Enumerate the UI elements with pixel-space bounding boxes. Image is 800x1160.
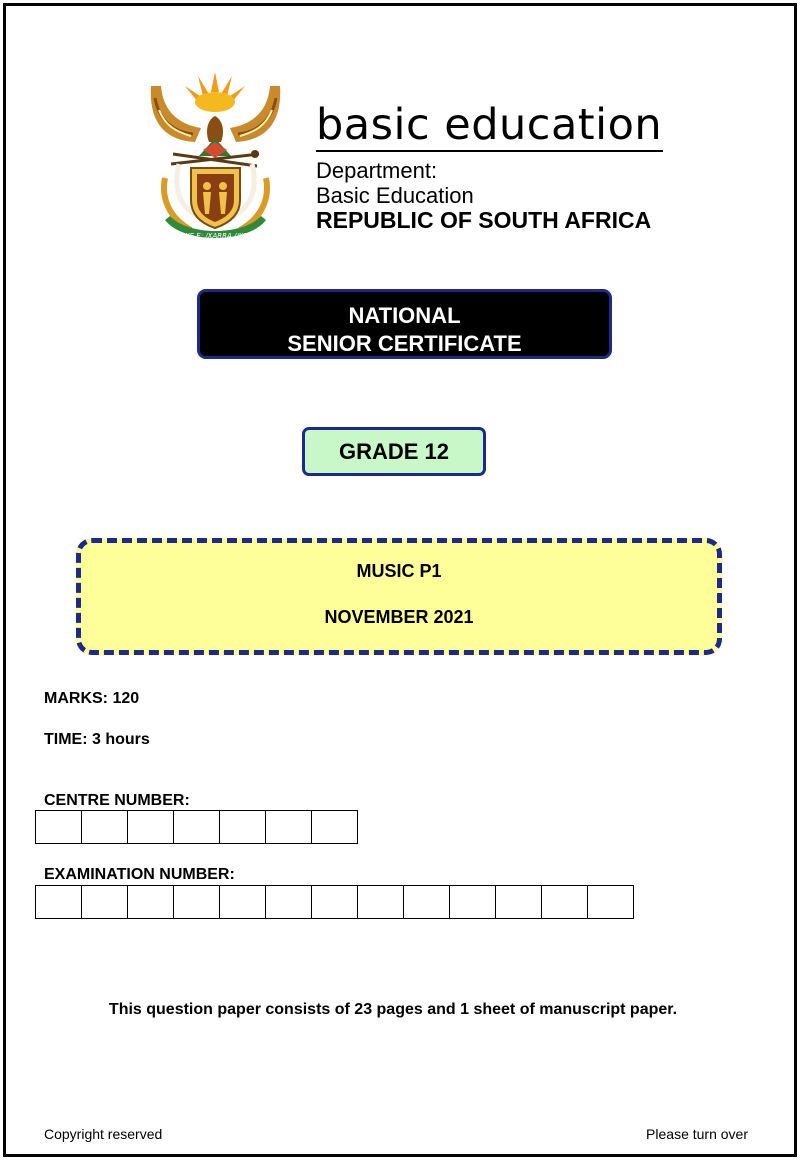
centre-number-cell[interactable]	[127, 810, 174, 844]
examination-number-label: EXAMINATION NUMBER:	[44, 866, 235, 883]
turn-over-footer: Please turn over	[646, 1126, 748, 1142]
page-count-notice: This question paper consists of 23 pages and 1 sheet of manuscript paper.	[108, 1001, 678, 1018]
examination-number-cell[interactable]	[449, 885, 496, 919]
examination-number-boxes	[35, 885, 633, 919]
examination-number-cell[interactable]	[311, 885, 358, 919]
paper-date: NOVEMBER 2021	[324, 607, 474, 627]
paper-subject: MUSIC P1	[356, 561, 442, 581]
examination-number-cell[interactable]	[81, 885, 128, 919]
certificate-line-1: NATIONAL	[348, 303, 461, 328]
paper-title-box	[76, 538, 722, 655]
centre-number-cell[interactable]	[35, 810, 82, 844]
certificate-banner	[197, 289, 612, 359]
examination-number-cell[interactable]	[219, 885, 266, 919]
certificate-line-2: SENIOR CERTIFICATE	[287, 331, 522, 356]
examination-number-cell[interactable]	[403, 885, 450, 919]
coat-of-arms-logo	[143, 68, 288, 248]
examination-number-cell[interactable]	[127, 885, 174, 919]
marks-label: MARKS: 120	[44, 690, 140, 707]
centre-number-cell[interactable]	[265, 810, 312, 844]
rising-sun-icon	[185, 72, 245, 112]
examination-number-cell[interactable]	[541, 885, 588, 919]
brand-divider	[316, 150, 663, 152]
motto-banner-text: !KE E: /XARRA //KE	[182, 232, 248, 240]
examination-number-cell[interactable]	[35, 885, 82, 919]
copyright-footer: Copyright reserved	[44, 1126, 163, 1142]
centre-number-cell[interactable]	[219, 810, 266, 844]
centre-number-label: CENTRE NUMBER:	[44, 792, 190, 809]
centre-number-cell[interactable]	[311, 810, 358, 844]
examination-number-cell[interactable]	[587, 885, 634, 919]
time-label: TIME: 3 hours	[44, 731, 150, 748]
department-name: Basic Education	[316, 183, 474, 208]
department-label: Department:	[316, 158, 438, 183]
brand-title: basic education	[316, 100, 663, 150]
centre-number-cell[interactable]	[81, 810, 128, 844]
grade-badge: GRADE 12	[302, 427, 486, 476]
examination-number-cell[interactable]	[495, 885, 542, 919]
centre-number-boxes	[35, 810, 357, 844]
examination-number-cell[interactable]	[173, 885, 220, 919]
protea-flower-icon	[199, 138, 231, 158]
country-name: REPUBLIC OF SOUTH AFRICA	[316, 207, 652, 233]
examination-number-cell[interactable]	[265, 885, 312, 919]
examination-number-cell[interactable]	[357, 885, 404, 919]
shield-icon	[191, 168, 240, 228]
centre-number-cell[interactable]	[173, 810, 220, 844]
